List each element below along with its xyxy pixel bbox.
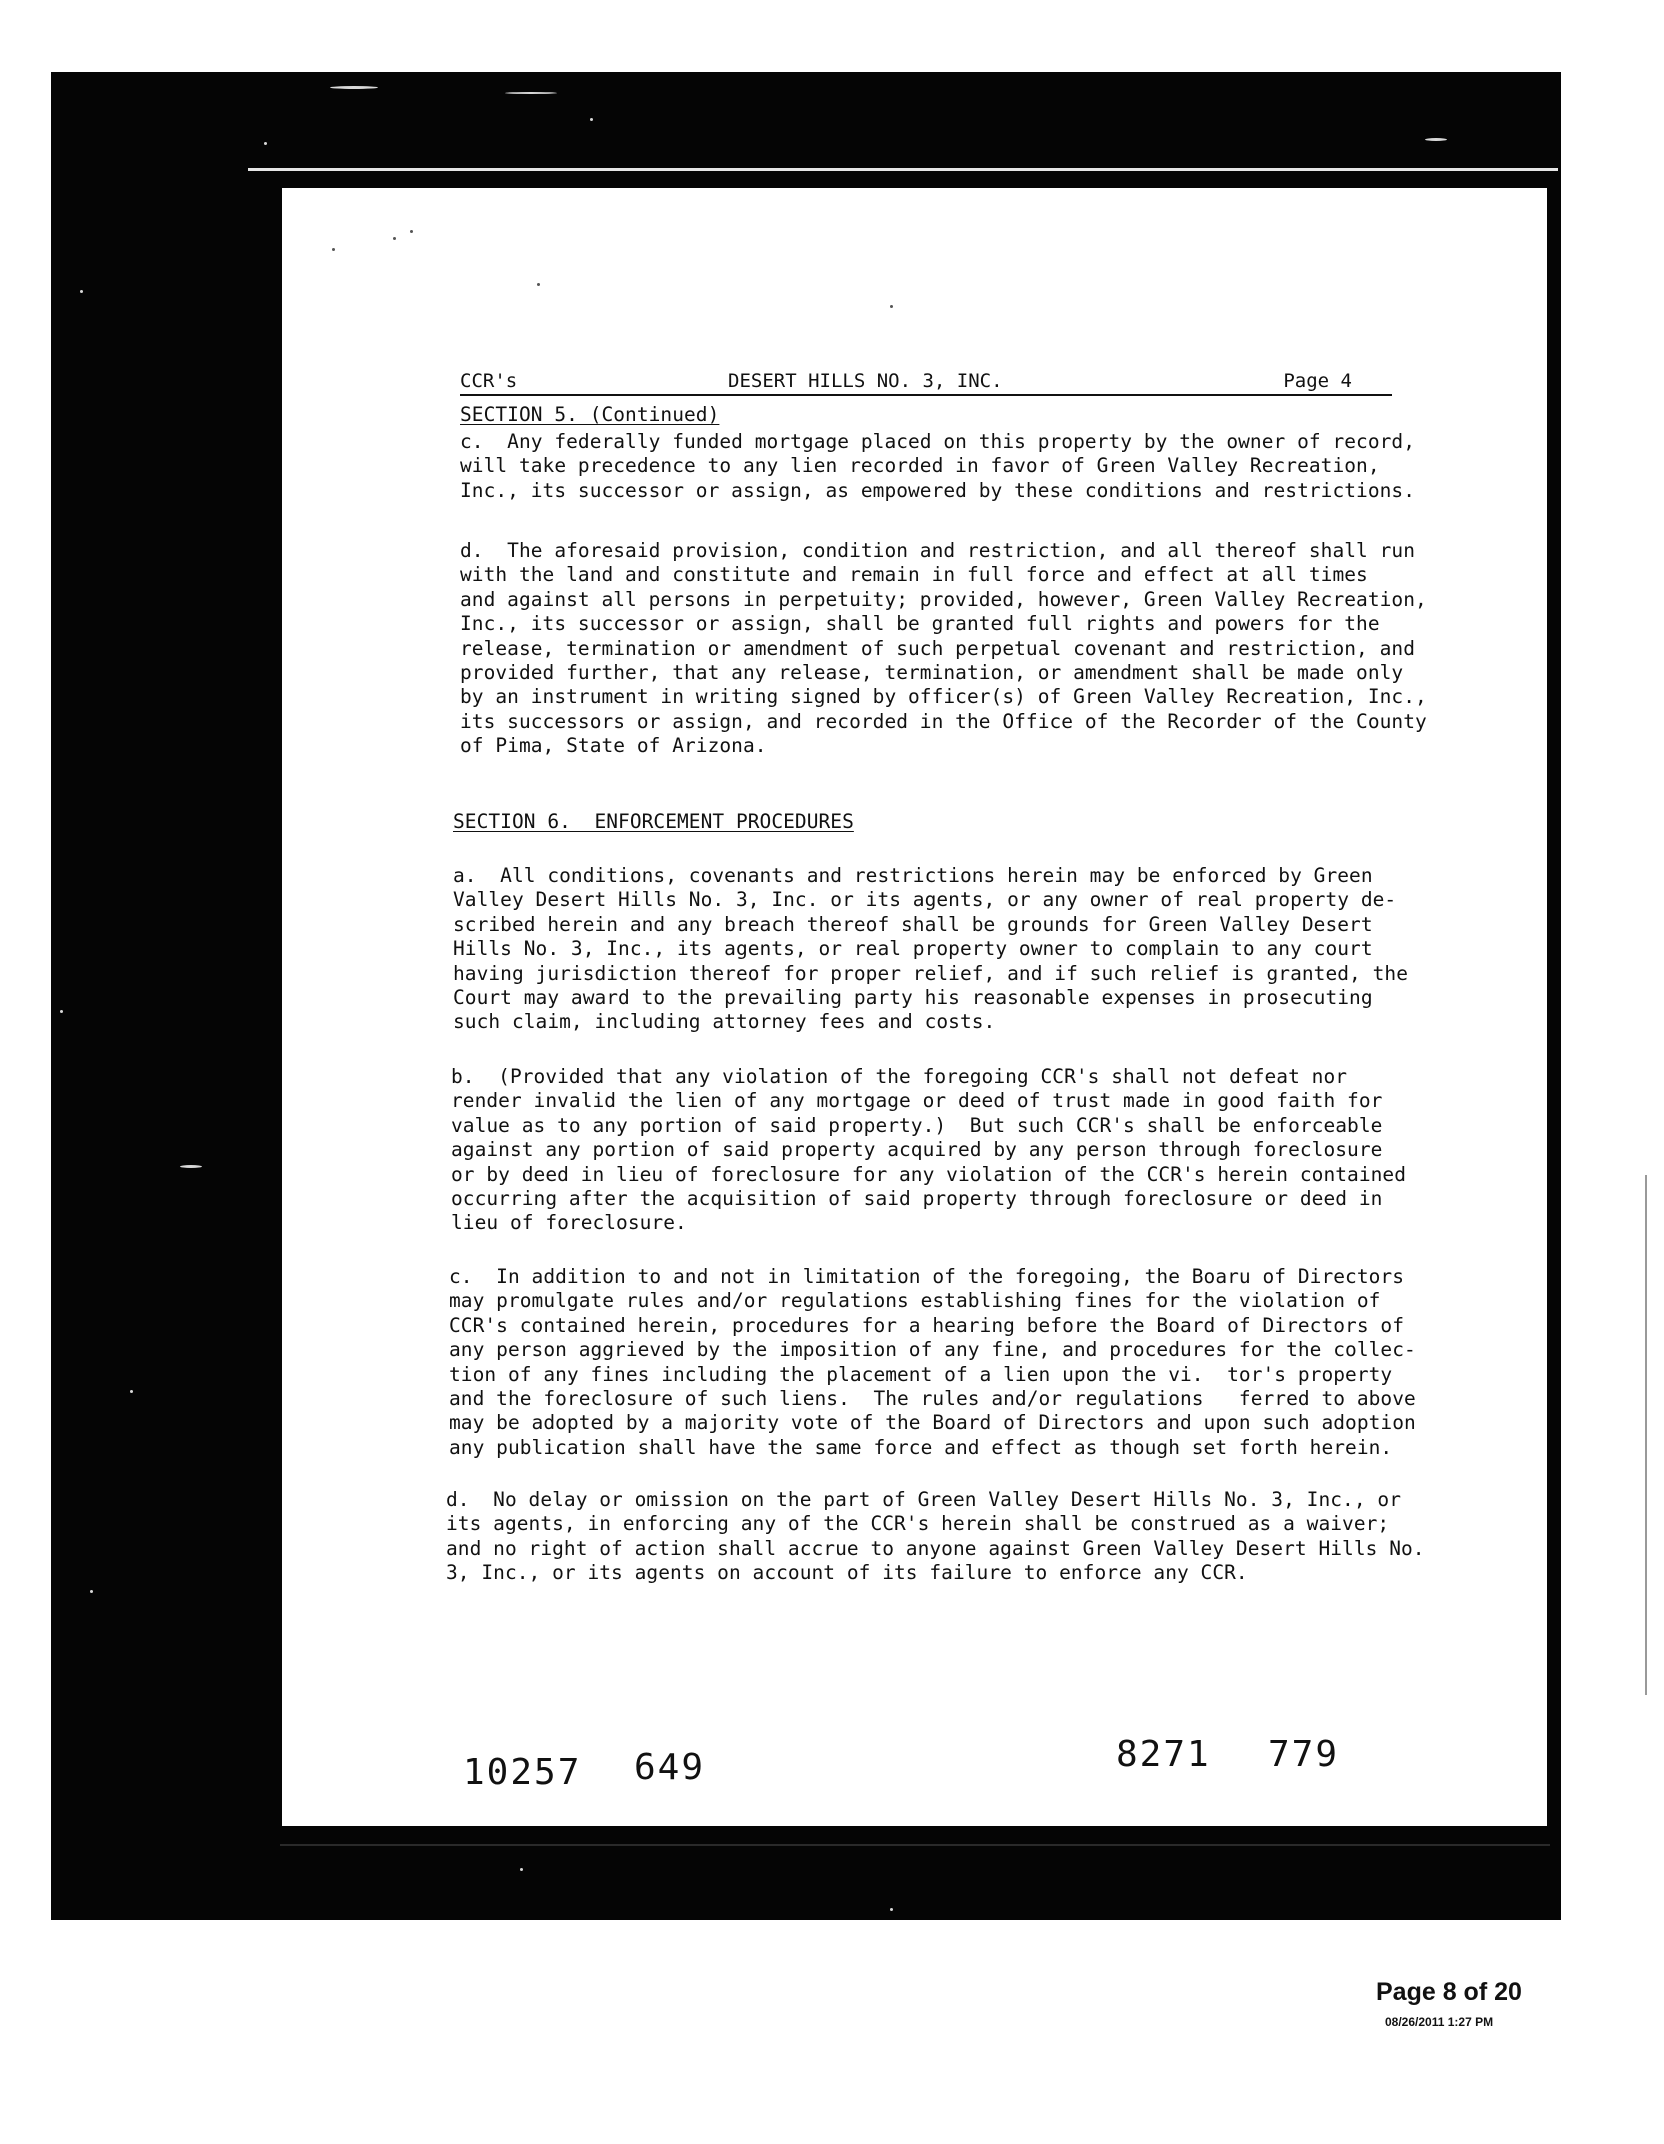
section-5-heading: SECTION 5. (Continued) bbox=[460, 403, 720, 426]
section-5-paragraph-d: d. The aforesaid provision, condition and restriction, and all thereof shall run with the land and constitute and remain in full force and effect at all times and against all persons in perpetuity; provided, however, Green Valley Recreation, Inc., its successor or assign, shall be granted full rights and powers for the release, termination or amendment of such perpetual covenant and restriction, and provided further, that any release, termination, or amendment shall be made only by an instrument in writing signed by officer(s) of Green Valley Recreation, Inc., its successors or assign, and recorded in the Office of the Recorder of the County of Pima, State of Arizona. bbox=[460, 539, 1427, 758]
section-6-paragraph-b: b. (Provided that any violation of the foregoing CCR's shall not defeat nor render invalid the lien of any mortgage or deed of trust made in good faith for value as to any portion of said property.) But such CCR's shall be enforceable against any portion of said property acquired by any person through foreclosure or by deed in lieu of foreclosure for any violation of the CCR's herein contained occurring after the acquisition of said property through foreclosure or deed in lieu of foreclosure. bbox=[451, 1065, 1406, 1235]
recording-book-left: 10257 bbox=[463, 1752, 582, 1793]
header-left: CCR's bbox=[460, 370, 518, 392]
header-title: DESERT HILLS NO. 3, INC. bbox=[728, 370, 1003, 392]
recording-page-right: 779 bbox=[1268, 1734, 1340, 1775]
section-6-paragraph-a: a. All conditions, covenants and restrictions herein may be enforced by Green Valley Desert Hills No. 3, Inc. or its agents, or any owner of real property de- scribed herein and any breach thereof shall be grounds for Green Valley Desert Hills No. 3, Inc., its agents, or real property owner to complain to any court having jurisdiction thereof for proper relief, and if such relief is granted, the Court may award to the prevailing party his reasonable expenses in prosecuting such claim, including attorney fees and costs. bbox=[453, 864, 1408, 1034]
scan-noise-line bbox=[280, 1844, 1550, 1846]
footer-timestamp: 08/26/2011 1:27 PM bbox=[1385, 2015, 1494, 2029]
recording-page-left: 649 bbox=[634, 1747, 706, 1788]
footer-page-count: Page 8 of 20 bbox=[1376, 1978, 1522, 2006]
section-6-paragraph-d: d. No delay or omission on the part of Green Valley Desert Hills No. 3, Inc., or its agents, in enforcing any of the CCR's herein shall be construed as a waiver; and no right of action shall accrue to anyone against Green Valley Desert Hills No. 3, Inc., or its agents on account of its failure to enforce any CCR. bbox=[446, 1488, 1425, 1585]
recording-book-right: 8271 bbox=[1116, 1734, 1211, 1775]
section-6-heading: SECTION 6. ENFORCEMENT PROCEDURES bbox=[453, 810, 854, 833]
page-header bbox=[460, 362, 1392, 396]
section-5-paragraph-c: c. Any federally funded mortgage placed on this property by the owner of record, will take precedence to any lien recorded in favor of Green Valley Recreation, Inc., its successor or assign, as empowered by these conditions and restrictions. bbox=[460, 430, 1415, 502]
scan-edge-line bbox=[248, 168, 1558, 171]
scan-margin-mark bbox=[1645, 1175, 1647, 1695]
section-6-paragraph-c: c. In addition to and not in limitation of the foregoing, the Boaru of Directors may promulgate rules and/or regulations establishing fines for the violation of CCR's contained herein, procedures for a hearing before the Board of Directors of any person aggrieved by the imposition of any fine, and procedures for the collec- tion of any fines including the placement of a lien upon the vi. tor's property and the foreclosure of such liens. The rules and/or regulations ferred to above may be adopted by a majority vote of the Board of Directors and upon such adoption any publication shall have the same force and effect as though set forth herein. bbox=[449, 1265, 1416, 1459]
header-page-number: Page 4 bbox=[1283, 370, 1352, 392]
